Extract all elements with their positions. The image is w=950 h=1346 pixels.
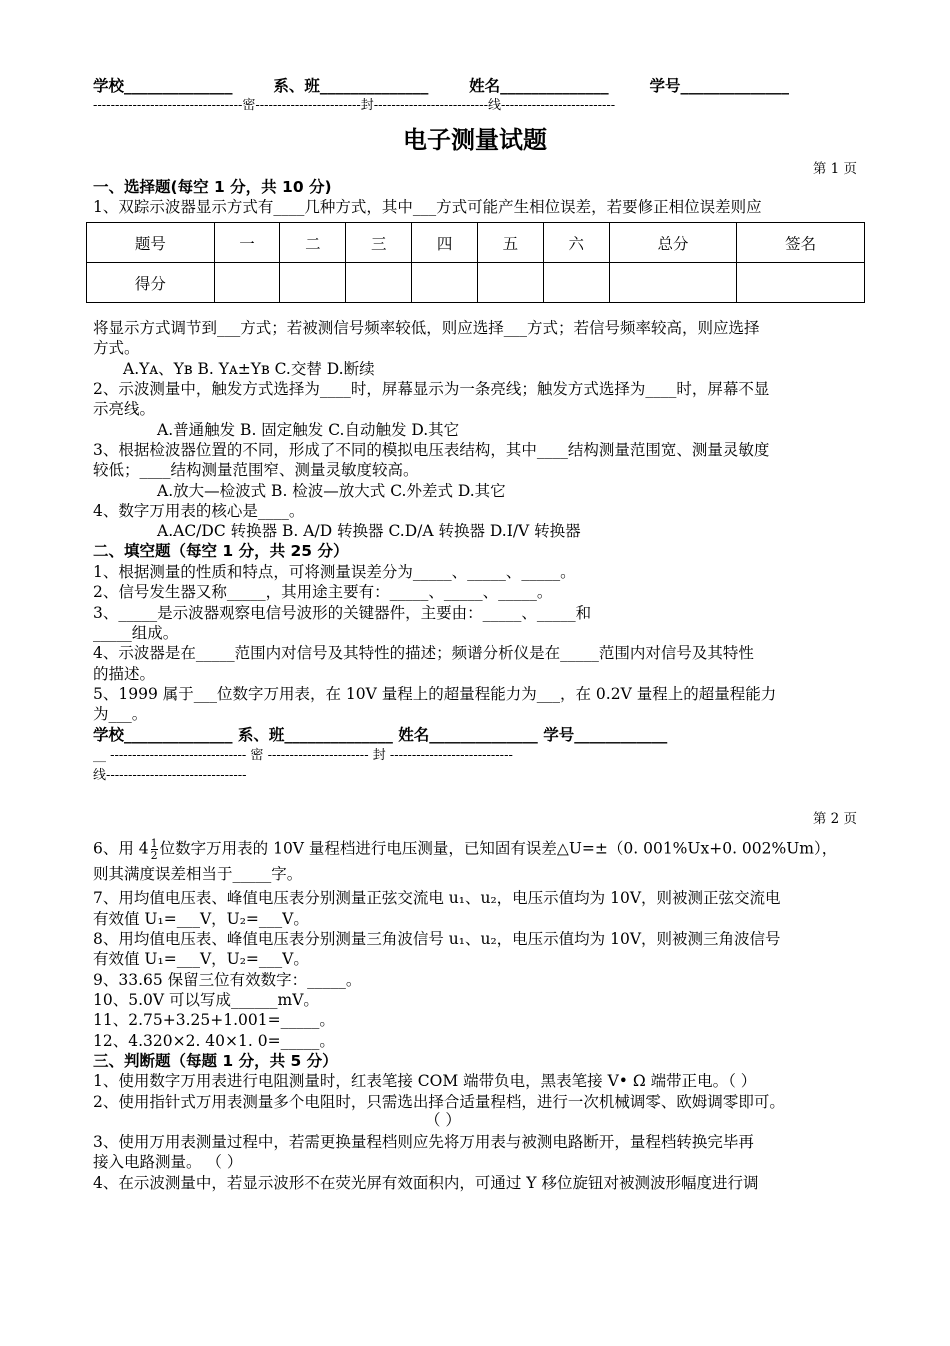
score-input-cell[interactable] [543, 263, 609, 303]
header-student-info [93, 76, 863, 96]
question-3-3-line-b: 接入电路测量。 （ ） [93, 1153, 243, 1171]
fraction-denominator: 2 [150, 849, 158, 862]
score-input-cell[interactable] [214, 263, 280, 303]
score-table-cell: 三 [346, 223, 412, 263]
question-2-10: 10、5.0V 可以写成______mV。 [93, 991, 319, 1009]
question-1-3-line-b: 较低；____结构测量范围窄、测量灵敏度较高。 [93, 461, 419, 479]
score-table-cell: 总分 [609, 223, 737, 263]
question-1-1-options: A.Yᴀ、Yʙ B. Yᴀ±Yʙ C.交替 D.断续 [123, 360, 375, 378]
question-1-4-options: A.AC/DC 转换器 B. A/D 转换器 C.D/A 转换器 D.I/V 转换器 [157, 522, 581, 540]
score-row-label: 得分 [87, 263, 215, 303]
question-2-5-line-a: 5、1999 属于___位数字万用表，在 10V 量程上的超量程能力为___，在 0.2V 量程上的超量程能力 [93, 685, 777, 703]
score-table [86, 222, 865, 303]
seal-line-2: __ ------------------------------- 密 ----------------------- 封 ---------------------------- [93, 748, 513, 763]
question-1-2-options: A.普通触发 B. 固定触发 C.自动触发 D.其它 [157, 421, 460, 439]
question-2-7-line-b: 有效值 U₁=___V，U₂=___V。 [93, 910, 309, 928]
question-2-9: 9、33.65 保留三位有效数字：_____。 [93, 971, 362, 989]
section-2-heading: 二、填空题（每空 1 分，共 25 分） [93, 542, 349, 560]
question-3-4: 4、在示波测量中，若显示波形不在荧光屏有效面积内，可通过 Y 移位旋钮对被测波形幅度进行调 [93, 1174, 759, 1192]
question-2-2: 2、信号发生器又称_____，其用途主要有：_____、_____、_____。 [93, 583, 553, 601]
question-3-1: 1、使用数字万用表进行电阻测量时，红表笔接 COM 端带负电，黑表笔接 V• Ω 端带正电。（ ） [93, 1072, 757, 1090]
question-3-3-line-a: 3、使用万用表测量过程中，若需更换量程档则应先将万用表与被测电路断开，量程档转换完毕再 [93, 1133, 754, 1151]
score-input-cell[interactable] [478, 263, 544, 303]
question-2-12: 12、4.320×2. 40×1. 0=_____。 [93, 1032, 335, 1050]
page-number-1: 第 1 页 [812, 161, 857, 177]
question-1-4: 4、数字万用表的核心是____。 [93, 502, 305, 520]
fraction [151, 838, 158, 861]
section-3-heading: 三、判断题（每题 1 分，共 5 分） [93, 1052, 338, 1070]
question-2-3-line-a: 3、_____是示波器观察电信号波形的关键器件，主要由：_____、_____和 [93, 604, 592, 622]
score-table-cell: 一 [214, 223, 280, 263]
question-2-4-line-a: 4、示波器是在_____范围内对信号及其特性的描述；频谱分析仪是在_____范围内对信号及其特性 [93, 644, 754, 662]
fraction-numerator: 1 [150, 837, 158, 850]
score-table-score-row [87, 263, 865, 303]
seal-line: ----------------------------------密------------------------封--------------------------线-------------------------- [93, 98, 616, 113]
score-input-cell[interactable] [609, 263, 737, 303]
score-table-cell: 五 [478, 223, 544, 263]
score-table-cell: 二 [280, 223, 346, 263]
name-field: 姓名______________ [469, 77, 609, 95]
page-number-2: 第 2 页 [812, 811, 857, 827]
score-input-cell[interactable] [412, 263, 478, 303]
score-table-cell: 六 [543, 223, 609, 263]
question-2-4-line-b: 的描述。 [93, 665, 156, 683]
question-2-6-line-b: 则其满度误差相当于_____字。 [93, 865, 303, 883]
question-1-1-line-c: 方式。 [93, 339, 140, 357]
score-input-cell[interactable] [346, 263, 412, 303]
score-table-cell: 题号 [87, 223, 215, 263]
question-1-1-line-a: 1、双踪示波器显示方式有____几种方式，其中___方式可能产生相位误差，若要修正相位误差则应 [93, 198, 762, 216]
question-1-2-line-b: 示亮线。 [93, 400, 156, 418]
school-field: 学校______________ [93, 77, 233, 95]
q6-prefix: 6、用 4 [93, 839, 149, 858]
question-2-7-line-a: 7、用均值电压表、峰值电压表分别测量正弦交流电 u₁、u₂，电压示值均为 10V，则被测正弦交流电 [93, 889, 781, 907]
score-input-cell[interactable] [280, 263, 346, 303]
question-1-3-options: A.放大—检波式 B. 检波—放大式 C.外差式 D.其它 [157, 482, 506, 500]
question-2-5-line-b: 为___。 [93, 705, 148, 723]
question-3-2-line-a: 2、使用指针式万用表测量多个电阻时，只需选出择合适量程档，进行一次机械调零、欧姆调零即可。 [93, 1093, 785, 1111]
question-3-2-line-b: （ ） [425, 1111, 461, 1129]
id-field: 学号______________ [649, 77, 789, 95]
score-input-cell[interactable] [737, 263, 865, 303]
score-table-cell: 四 [412, 223, 478, 263]
score-table-cell: 签名 [737, 223, 865, 263]
section-1-heading: 一、选择题(每空 1 分，共 10 分) [93, 178, 332, 196]
q6-suffix: 位数字万用表的 10V 量程档进行电压测量，已知固有误差△U=±（0. 001%Ux+0. 002%Um）， [159, 839, 838, 858]
question-1-2-line-a: 2、示波测量中，触发方式选择为____时，屏幕显示为一条亮线；触发方式选择为____时，屏幕不显 [93, 380, 770, 398]
class-field: 系、班______________ [273, 77, 429, 95]
score-table-header-row [87, 223, 865, 263]
question-2-6-line-a [93, 838, 863, 861]
question-2-3-line-b: _____组成。 [93, 624, 179, 642]
question-2-8-line-b: 有效值 U₁=___V，U₂=___V。 [93, 950, 309, 968]
question-1-1-line-b: 将显示方式调节到___方式；若被测信号频率较低，则应选择___方式；若信号频率较高，则应选择 [93, 319, 760, 337]
header-student-info-2: 学校______________ 系、班______________ 姓名______________ 学号____________ [93, 726, 668, 744]
question-2-8-line-a: 8、用均值电压表、峰值电压表分别测量三角波信号 u₁、u₂，电压示值均为 10V，则被测三角波信号 [93, 930, 781, 948]
seal-line-2-end: 线-------------------------------- [93, 768, 247, 783]
question-1-3-line-a: 3、根据检波器位置的不同，形成了不同的模拟电压表结构，其中____结构测量范围宽、测量灵敏度 [93, 441, 770, 459]
question-2-11: 11、2.75+3.25+1.001=_____。 [93, 1011, 335, 1029]
exam-title: 电子测量试题 [403, 126, 547, 154]
question-2-1: 1、根据测量的性质和特点，可将测量误差分为_____、_____、_____。 [93, 563, 576, 581]
